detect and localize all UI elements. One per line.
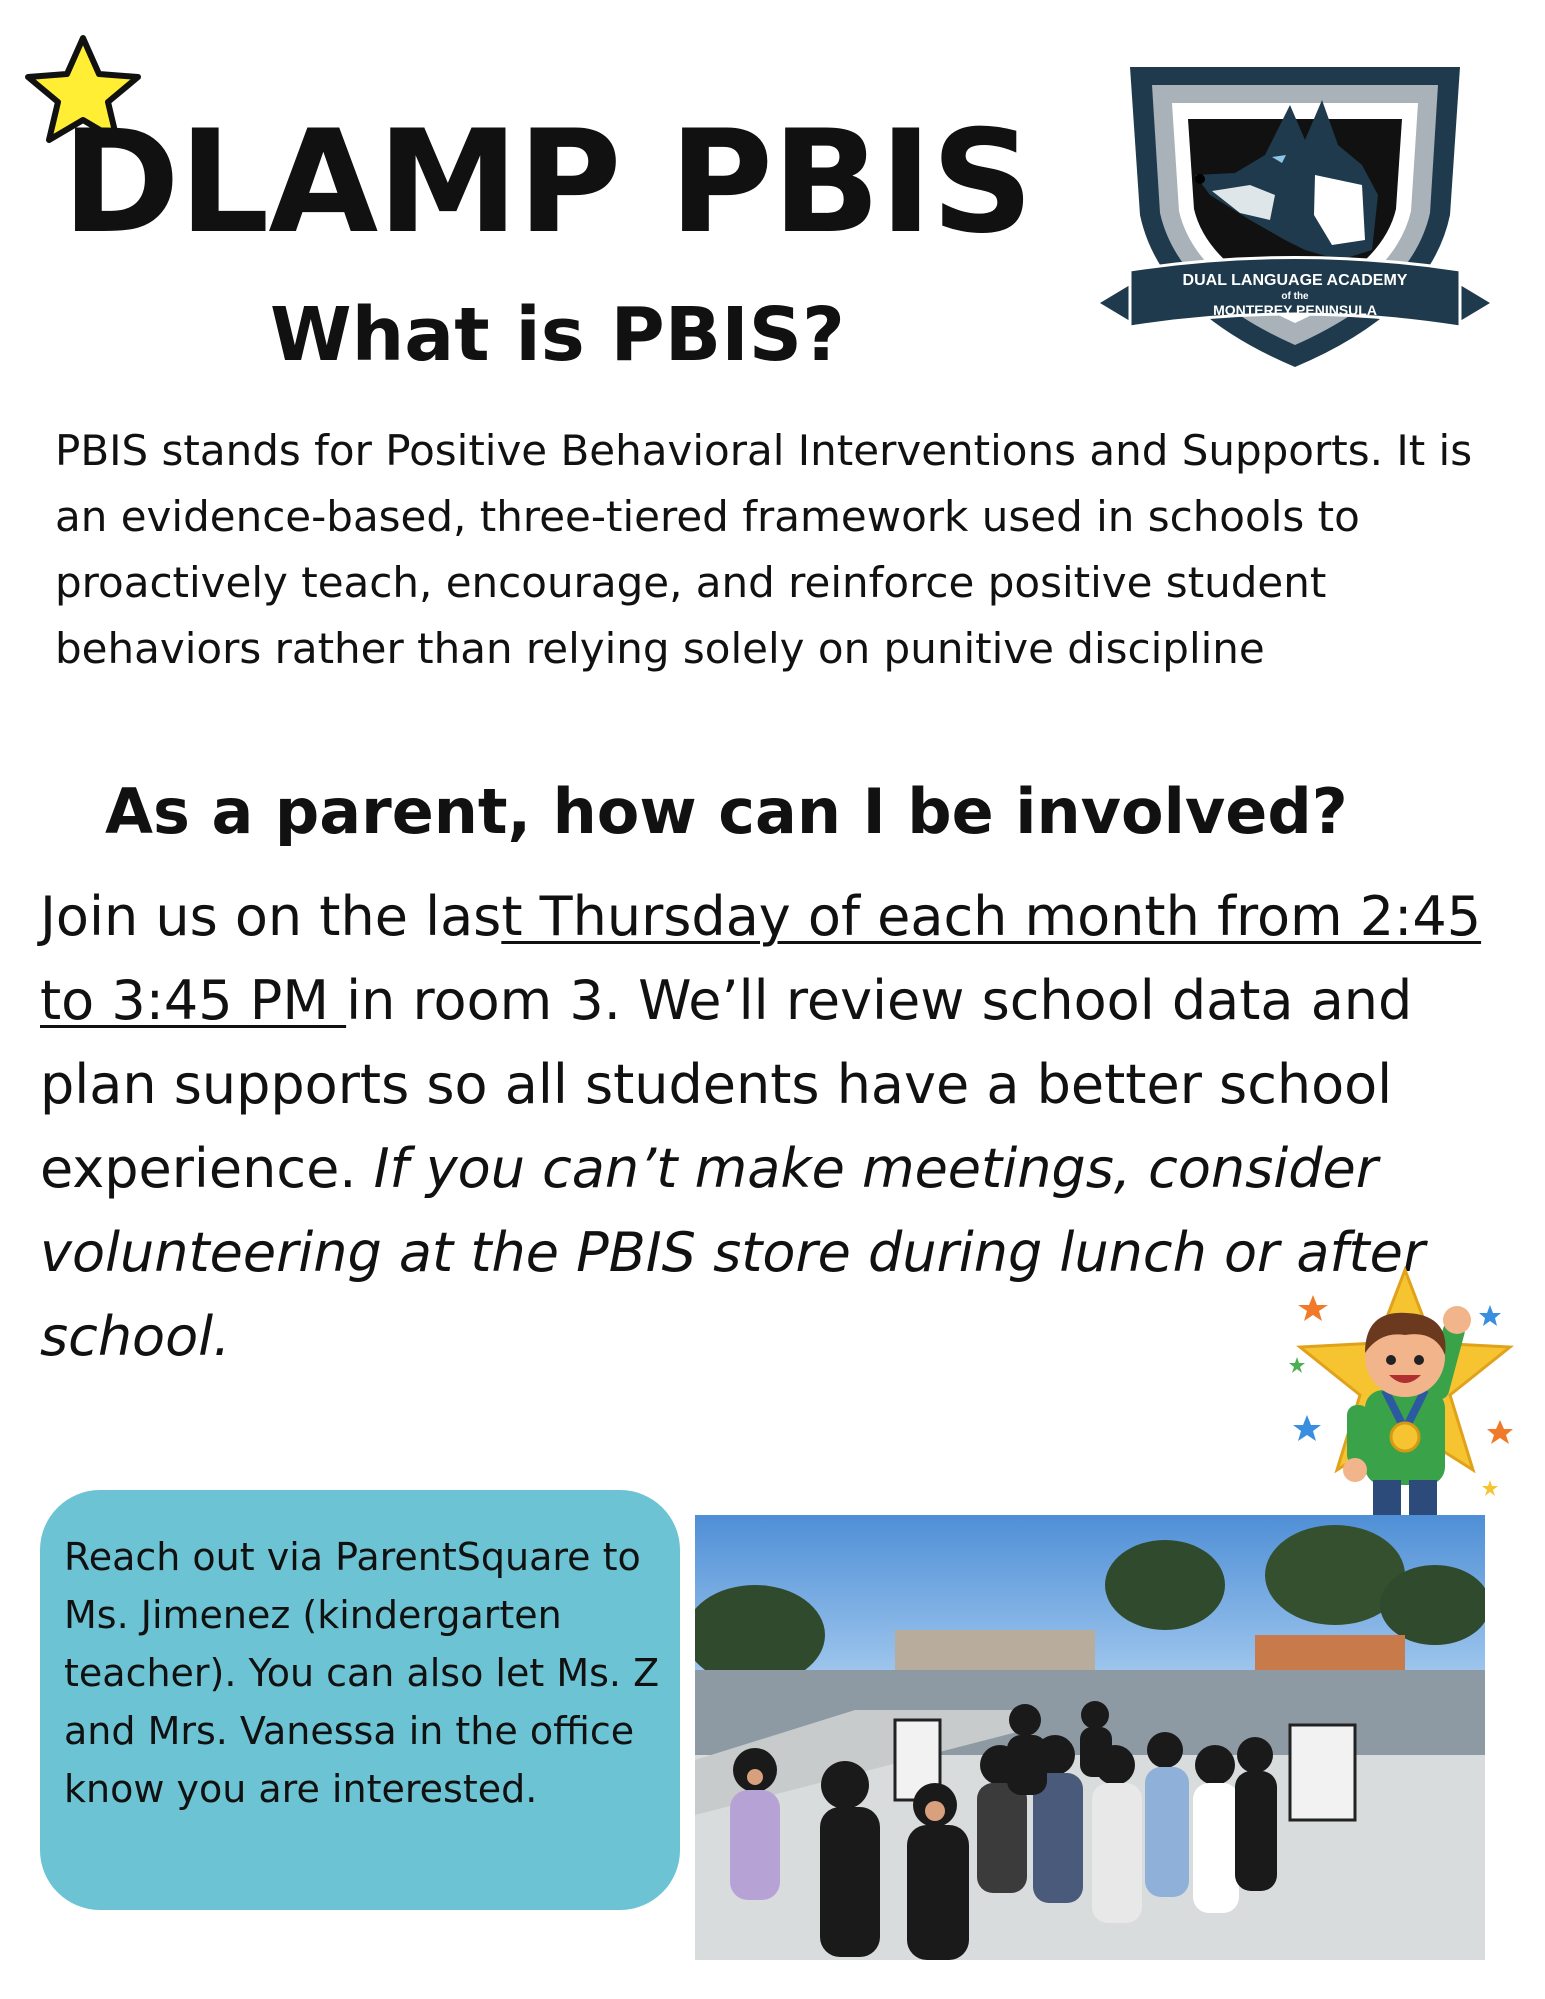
- section-heading-what-is-pbis: What is PBIS?: [270, 292, 845, 378]
- husky-shield-logo: [1100, 45, 1490, 385]
- join-text-middle: in room 3. We’ll review school data and plan supports so all students have a better school experience.: [40, 969, 1413, 1200]
- page-title: DLAMP PBIS: [62, 100, 1033, 265]
- volunteer-note-italic: If you can’t make meetings, consider volunteering at the PBIS store during lunch or after school.: [40, 1137, 1426, 1368]
- logo-text-line3: MONTEREY PENINSULA: [1213, 302, 1377, 318]
- section-heading-parent-involvement: As a parent, how can I be involved?: [105, 775, 1348, 848]
- meeting-time-underlined: t Thursday of each month from 2:45 to 3:45 PM: [40, 885, 1482, 1032]
- join-text-start: Join us on the las: [40, 885, 502, 948]
- logo-text-line1: DUAL LANGUAGE ACADEMY: [1182, 272, 1408, 289]
- students-photo: [695, 1515, 1485, 1960]
- kid-with-medal-illustration: [1285, 1265, 1525, 1520]
- contact-info-box: [40, 1490, 680, 1910]
- contact-text: Reach out via ParentSquare to Ms. Jimenez (kindergarten teacher). You can also let Ms. Z and Mrs. Vanessa in the office know you are interested.: [64, 1535, 660, 1811]
- intro-paragraph: PBIS stands for Positive Behavioral Interventions and Supports. It is an evidence-based, three-tiered framework used in schools to proactively teach, encourage, and reinforce positive student behaviors rather than relying solely on punitive discipline: [55, 426, 1473, 673]
- logo-text-line2: of the: [1281, 291, 1309, 302]
